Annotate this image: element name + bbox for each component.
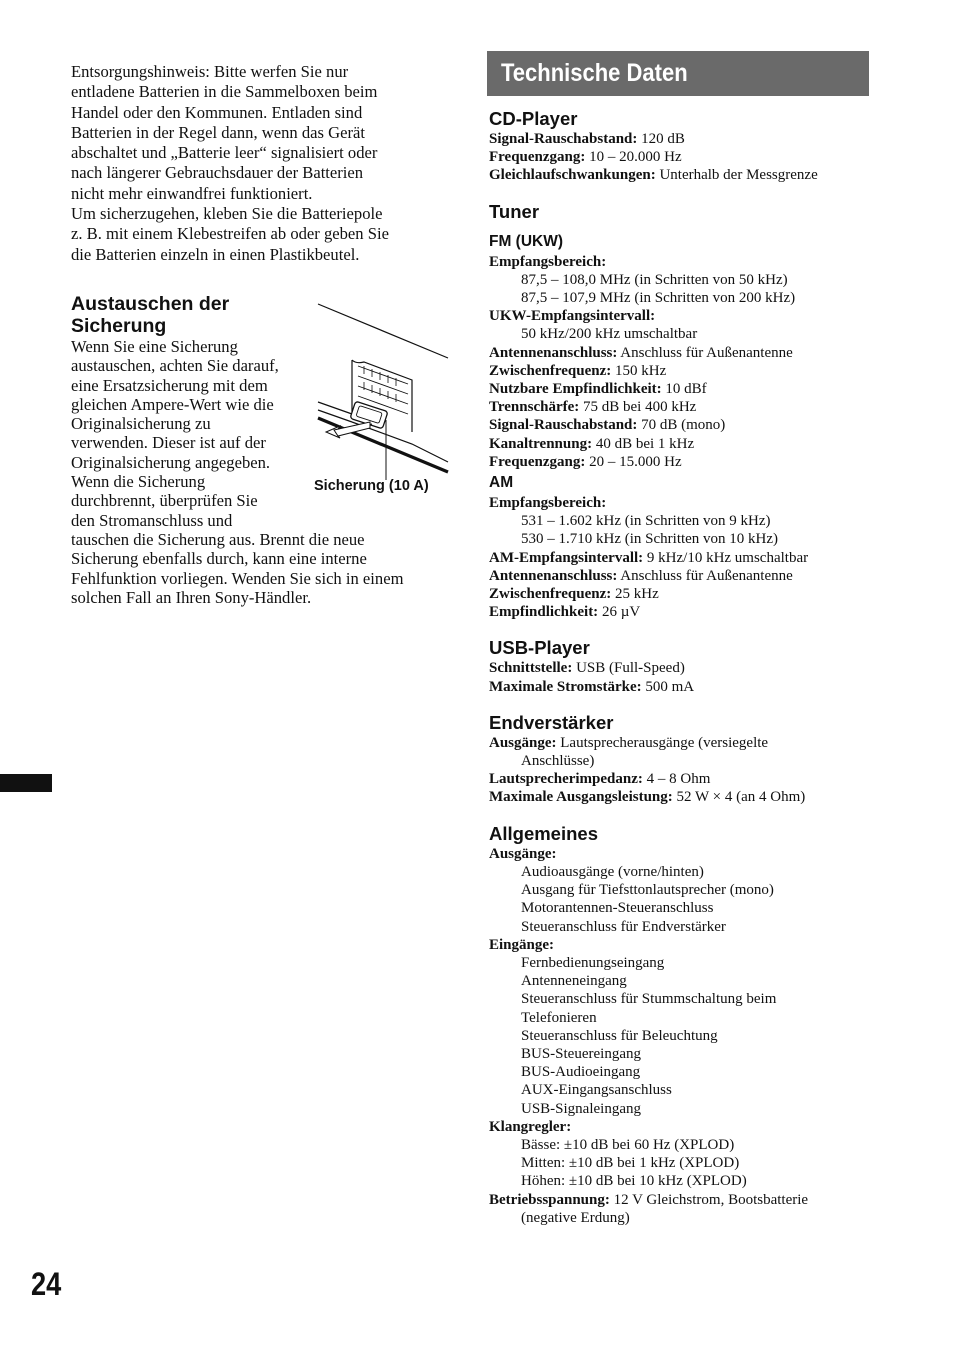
text-line: Wenn Sie eine Sicherung xyxy=(71,336,238,356)
spec-value: Fernbedienungseingang xyxy=(521,954,665,971)
spec-label: Empfindlichkeit: xyxy=(489,604,599,621)
spec-value: Unterhalb der Messgrenze xyxy=(655,167,818,184)
spec-value: USB (Full-Speed) xyxy=(572,660,685,677)
spec-value: Anschlüsse) xyxy=(521,753,595,770)
spec-row xyxy=(489,435,869,453)
spec-value: Audioausgänge (vorne/hinten) xyxy=(521,863,704,880)
spec-value: 26 µV xyxy=(598,604,641,621)
tuner-heading: Tuner xyxy=(489,200,540,222)
spec-row xyxy=(489,130,869,148)
spec-value: BUS-Audioeingang xyxy=(521,1064,641,1081)
text-line: austauschen, achten Sie darauf, xyxy=(71,356,279,376)
spec-value: 20 – 15.000 Hz xyxy=(585,453,682,470)
spec-label: Maximale Stromstärke: xyxy=(489,678,642,695)
spec-label: Ausgänge: xyxy=(489,734,557,751)
cd-heading: CD-Player xyxy=(489,108,578,129)
spec-value: Steueranschluss für Stummschaltung beim xyxy=(521,991,777,1008)
page-title: Technische Daten xyxy=(501,59,688,87)
fm-heading: FM (UKW) xyxy=(489,232,564,250)
spec-row xyxy=(489,585,869,603)
spec-row xyxy=(489,1118,869,1136)
spec-row xyxy=(489,307,869,325)
spec-row xyxy=(489,453,869,471)
spec-label: UKW-Empfangsintervall: xyxy=(489,308,656,325)
disposal-paragraph xyxy=(71,62,446,265)
spec-row xyxy=(489,362,869,380)
spec-value: 87,5 – 107,9 MHz (in Schritten von 200 kHz) xyxy=(521,290,796,307)
spec-value: (negative Erdung) xyxy=(521,1209,630,1226)
fuse-caption: Sicherung (10 A) xyxy=(314,478,429,494)
spec-row xyxy=(489,659,869,677)
amp-specs xyxy=(489,734,869,807)
spec-value: 40 dB bei 1 kHz xyxy=(592,435,695,452)
spec-value: Steueranschluss für Endverstärker xyxy=(521,918,726,935)
text-line: Sicherung ebenfalls durch, kann eine interne xyxy=(71,549,367,569)
spec-value: 25 kHz xyxy=(611,586,659,603)
spec-label: Eingänge: xyxy=(489,936,555,953)
spec-row xyxy=(489,936,869,954)
text-line: durchbrennt, überprüfen Sie xyxy=(71,491,258,511)
spec-row xyxy=(489,603,869,621)
spec-row xyxy=(489,253,869,271)
spec-label: Frequenzgang: xyxy=(489,149,586,166)
spec-row xyxy=(489,567,869,585)
text-line: tauschen die Sicherung aus. Brennt die neue xyxy=(71,529,365,549)
spec-label: Schnittstelle: xyxy=(489,660,573,677)
spec-row xyxy=(489,166,869,184)
spec-value: 4 – 8 Ohm xyxy=(642,771,711,788)
spec-label: Trennschärfe: xyxy=(489,399,580,416)
spec-label: Klangregler: xyxy=(489,1118,572,1135)
spec-label: Nutzbare Empfindlichkeit: xyxy=(489,381,662,398)
spec-row xyxy=(489,398,869,416)
spec-value: 87,5 – 108,0 MHz (in Schritten von 50 kHz) xyxy=(521,271,788,288)
text-line: Batterien in der Regel dann, wenn das Gerät xyxy=(71,122,365,142)
spec-row xyxy=(489,494,869,512)
text-line: solchen Fall an Ihren Sony-Händler. xyxy=(71,587,312,607)
spec-row xyxy=(489,788,869,806)
spec-value: BUS-Steuereingang xyxy=(521,1045,641,1062)
spec-label: Kanaltrennung: xyxy=(489,435,593,452)
spec-value: 75 dB bei 400 kHz xyxy=(579,399,697,416)
spec-value: Anschluss für Außenantenne xyxy=(617,567,793,584)
amp-heading: Endverstärker xyxy=(489,711,614,733)
spec-row xyxy=(489,380,869,398)
spec-value: AUX-Eingangsanschluss xyxy=(521,1082,672,1099)
spec-label: Signal-Rauschabstand: xyxy=(489,417,638,434)
spec-value: Bässe: ±10 dB bei 60 Hz (XPLOD) xyxy=(521,1136,735,1153)
spec-row xyxy=(489,770,869,788)
spec-value: 52 W × 4 (an 4 Ohm) xyxy=(672,789,806,806)
text-line: Originalsicherung zu xyxy=(71,414,211,434)
spec-label: Maximale Ausgangsleistung: xyxy=(489,789,673,806)
spec-value: 70 dB (mono) xyxy=(637,417,726,434)
text-line: eine Ersatzsicherung mit dem xyxy=(71,375,268,395)
text-line: nach längerer Gebrauchsdauer der Batterien xyxy=(71,163,364,183)
spec-value: 530 – 1.710 kHz (in Schritten von 10 kHz) xyxy=(521,531,779,548)
text-line: Handel oder den Kommunen. Entladen sind xyxy=(71,102,363,122)
spec-label: AM-Empfangsintervall: xyxy=(489,549,644,566)
spec-label: Antennenanschluss: xyxy=(489,344,618,361)
spec-value: USB-Signaleingang xyxy=(521,1100,641,1117)
cd-specs xyxy=(489,130,869,185)
fuse-heading-line: Sicherung xyxy=(71,314,167,337)
am-specs xyxy=(489,494,869,621)
text-line: verwenden. Dieser ist auf der xyxy=(71,433,266,453)
text-line: Entsorgungshinweis: Bitte werfen Sie nur xyxy=(71,62,349,81)
usb-specs xyxy=(489,659,869,695)
spec-value: 50 kHz/200 kHz umschaltbar xyxy=(521,326,698,343)
spec-row xyxy=(489,1191,869,1209)
text-line: abschaltet und „Batterie leer“ signalisiert oder xyxy=(71,143,378,163)
spec-row xyxy=(489,845,869,863)
text-line: z. B. mit einem Klebestreifen ab oder geben Sie xyxy=(71,224,389,244)
spec-row xyxy=(489,549,869,567)
spec-label: Lautsprecherimpedanz: xyxy=(489,771,643,788)
text-line: gleichen Ampere-Wert wie die xyxy=(71,394,274,414)
general-specs xyxy=(489,845,869,1227)
fuse-heading-line: Austauschen der xyxy=(71,292,230,315)
spec-value: Steueranschluss für Beleuchtung xyxy=(521,1027,718,1044)
am-heading: AM xyxy=(489,474,514,492)
usb-heading: USB-Player xyxy=(489,637,590,659)
spec-row xyxy=(489,734,869,752)
spec-value: 150 kHz xyxy=(611,362,667,379)
text-line: Fehlfunktion vorliegen. Wenden Sie sich in einem xyxy=(71,568,404,588)
fuse-illustration xyxy=(312,302,452,502)
spec-value: Motorantennen-Steueranschluss xyxy=(521,900,714,917)
spec-value: 531 – 1.602 kHz (in Schritten von 9 kHz) xyxy=(521,513,771,530)
spec-label: Antennenanschluss: xyxy=(489,567,618,584)
spec-row xyxy=(489,416,869,434)
spec-label: Ausgänge: xyxy=(489,845,557,862)
spec-value: Höhen: ±10 dB bei 10 kHz (XPLOD) xyxy=(521,1173,747,1190)
spec-value: 120 dB xyxy=(637,131,685,147)
spec-value: Lautsprecherausgänge (versiegelte xyxy=(556,734,769,751)
spec-label: Empfangsbereich: xyxy=(489,495,607,512)
spec-value: 9 kHz/10 kHz umschaltbar xyxy=(643,549,809,566)
text-line: den Stromanschluss und xyxy=(71,510,233,530)
spec-row xyxy=(489,344,869,362)
text-line: die Batterien einzeln in einen Plastikbeutel. xyxy=(71,244,360,264)
spec-value: 10 dBf xyxy=(661,381,707,398)
page-number: 24 xyxy=(31,1266,62,1302)
spec-row xyxy=(489,148,869,166)
spec-row xyxy=(489,678,869,696)
general-heading: Allgemeines xyxy=(489,822,598,844)
spec-value: 10 – 20.000 Hz xyxy=(585,149,682,166)
spec-value: 500 mA xyxy=(641,678,695,695)
text-line: nicht mehr einwandfrei funktioniert. xyxy=(71,183,313,203)
text-line: Wenn die Sicherung xyxy=(71,472,206,492)
text-line: Originalsicherung angegeben. xyxy=(71,452,271,472)
spec-value: Mitten: ±10 dB bei 1 kHz (XPLOD) xyxy=(521,1155,740,1172)
spec-label: Zwischenfrequenz: xyxy=(489,362,612,379)
spec-label: Zwischenfrequenz: xyxy=(489,586,612,603)
right-column xyxy=(489,51,869,1227)
spec-value: Antenneneingang xyxy=(521,973,627,990)
spec-label: Betriebsspannung: xyxy=(489,1191,610,1208)
spec-value: Anschluss für Außenantenne xyxy=(617,344,793,361)
fm-specs xyxy=(489,253,869,471)
spec-value: Telefonieren xyxy=(521,1009,597,1026)
text-line: entladene Batterien in die Sammelboxen beim xyxy=(71,82,378,102)
text-line: Um sicherzugehen, kleben Sie die Batteriepole xyxy=(71,204,383,224)
spec-label: Frequenzgang: xyxy=(489,453,586,470)
spec-label: Empfangsbereich: xyxy=(489,253,607,270)
spec-label: Signal-Rauschabstand: xyxy=(489,131,638,147)
spec-value: Ausgang für Tiefsttonlautsprecher (mono) xyxy=(521,882,774,899)
spec-label: Gleichlaufschwankungen: xyxy=(489,167,656,184)
section-title-bar xyxy=(487,51,869,96)
spec-value: 12 V Gleichstrom, Bootsbatterie xyxy=(609,1191,809,1208)
section-tab-marker xyxy=(0,774,52,792)
